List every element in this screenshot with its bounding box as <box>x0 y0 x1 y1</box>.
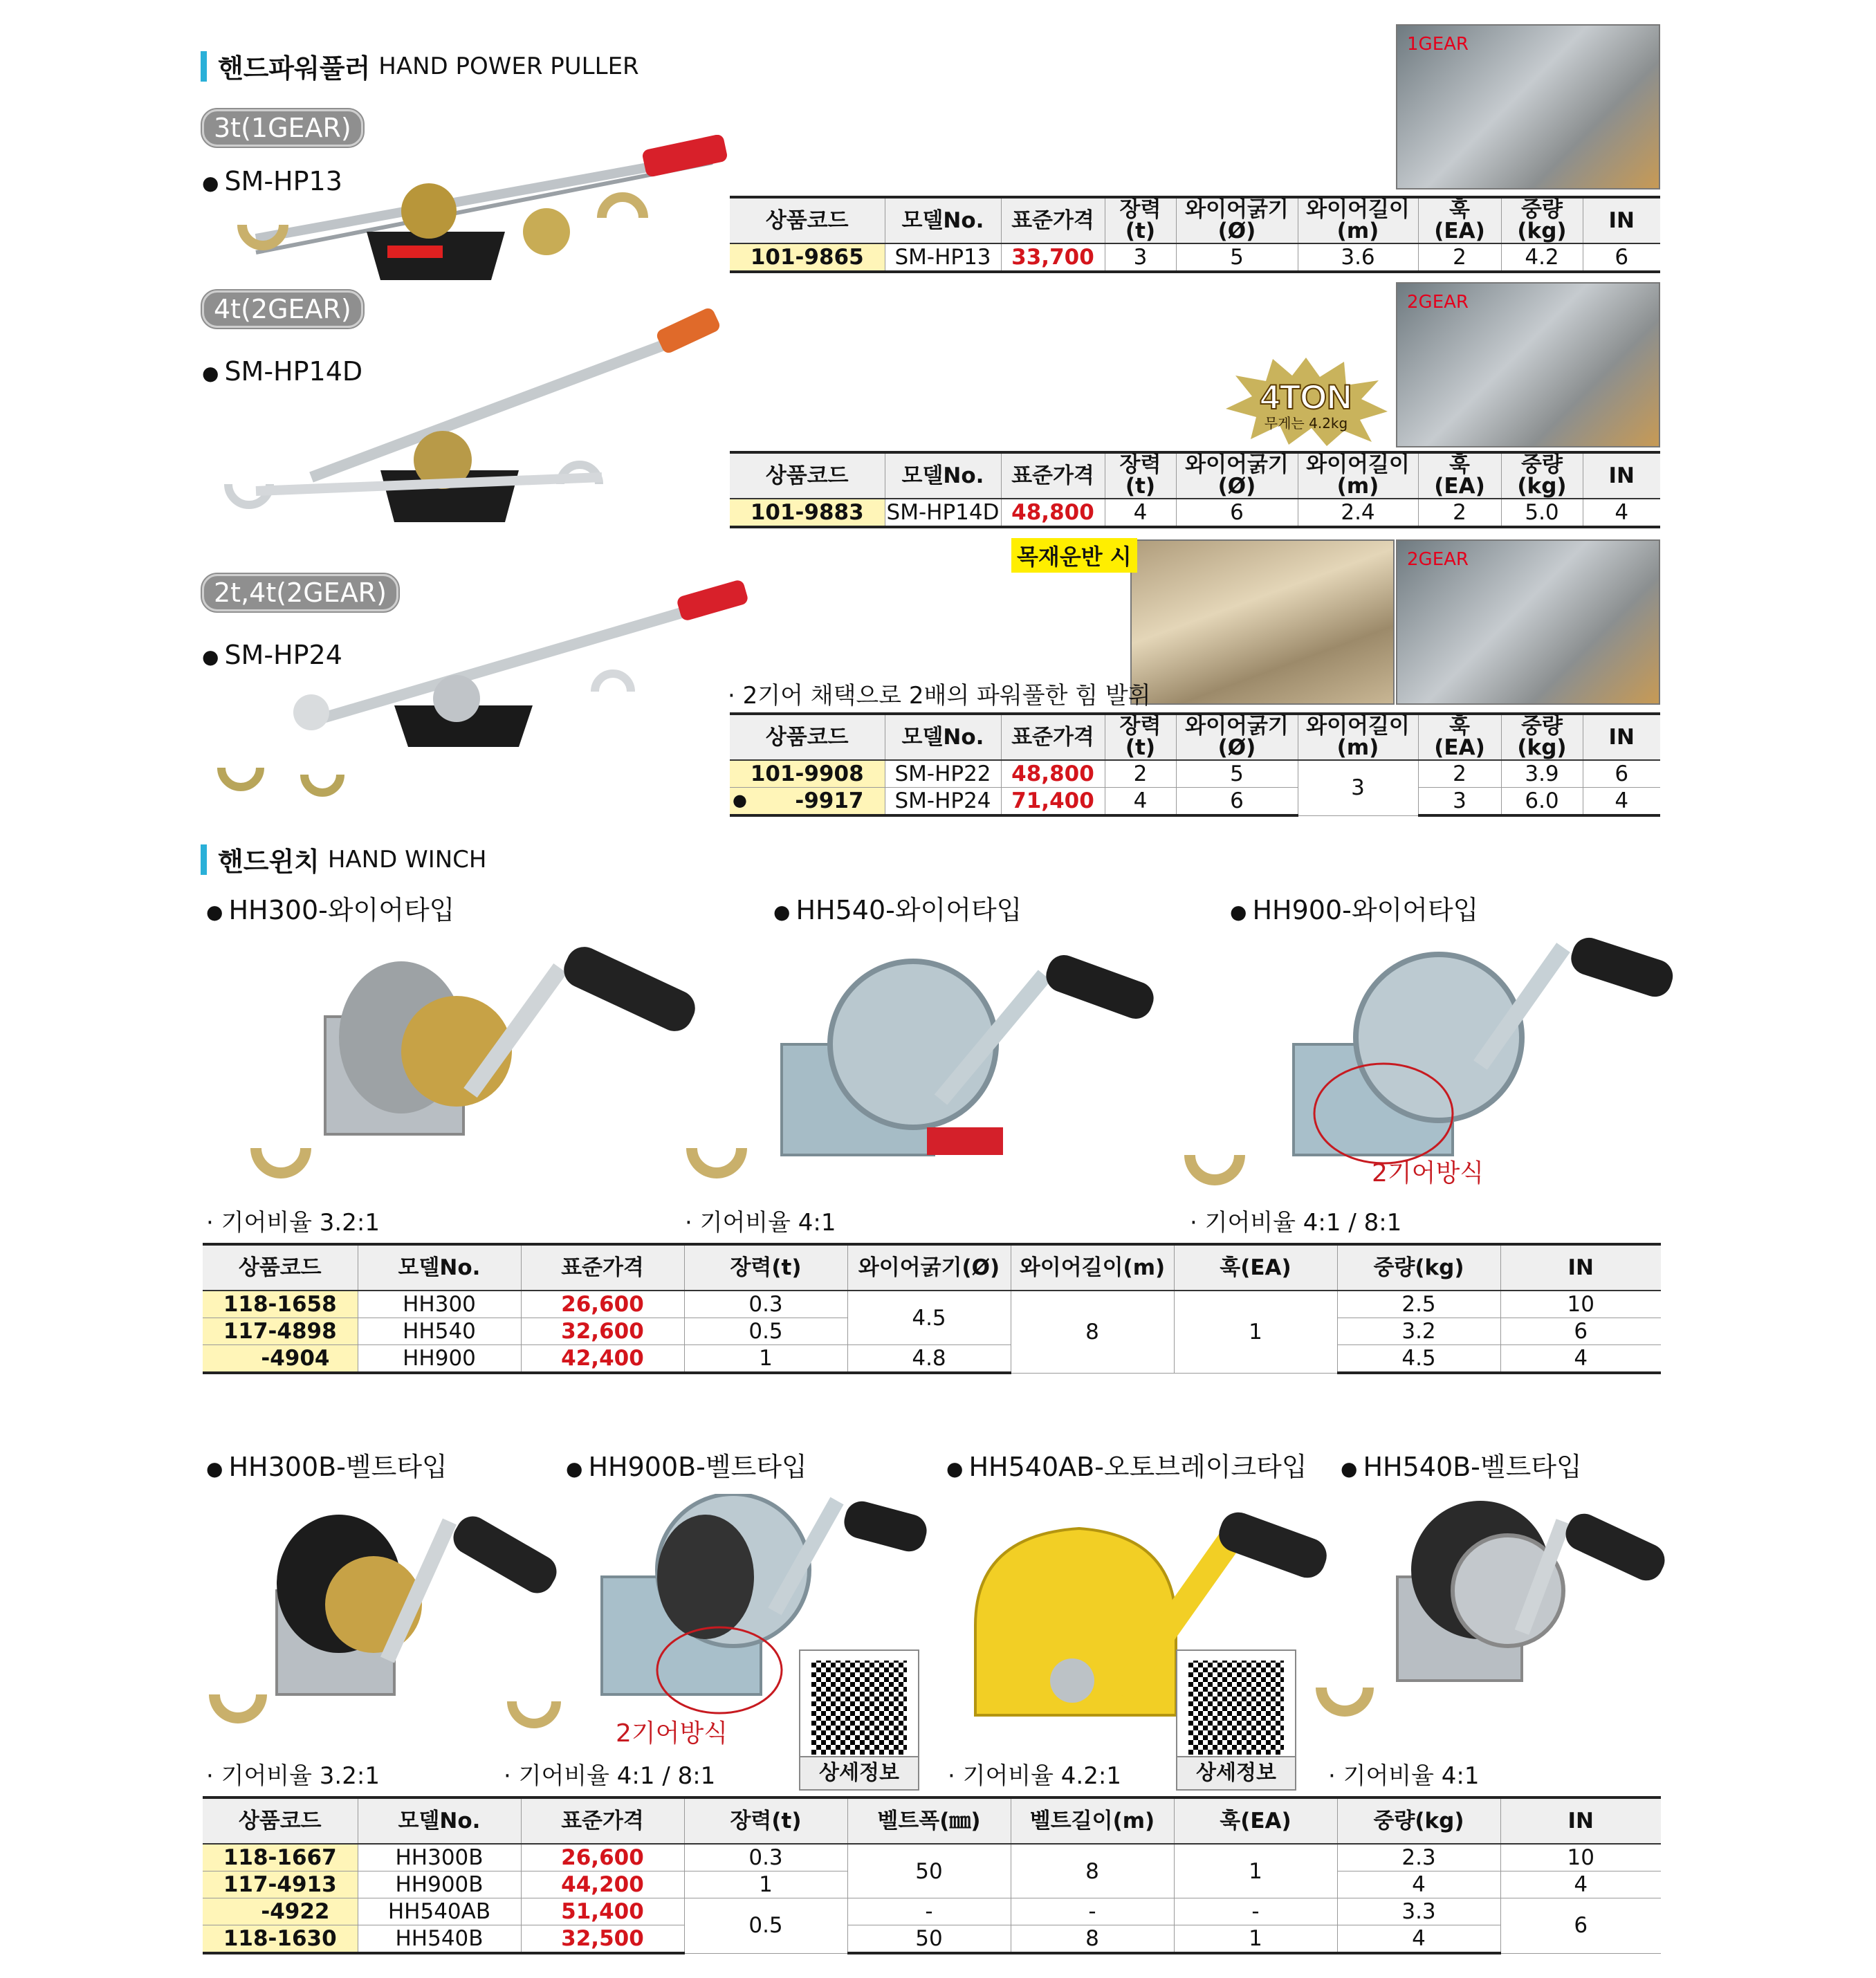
table-cell: 71,400 <box>1001 788 1105 816</box>
col-weight <box>1501 714 1583 760</box>
wood-transport-label: 목재운반 시 <box>1011 538 1137 573</box>
table-cell: 101-9865 <box>730 243 885 272</box>
header-text: (t) <box>1125 474 1156 499</box>
table-cell: 32,500 <box>521 1925 684 1954</box>
table-cell: 2 <box>1418 243 1501 272</box>
gear-ratio-note: · 기어비율 4:1 <box>685 1209 836 1237</box>
gear-ratio-note: · 기어비율 3.2:1 <box>206 1209 380 1237</box>
puller-section-title <box>201 47 639 85</box>
table-header-cell: 모델No. <box>358 1244 521 1291</box>
col-wire-d <box>1176 197 1298 243</box>
detail-info-link[interactable]: 상세정보 <box>800 1756 918 1789</box>
header-text: 중량 <box>1521 714 1563 739</box>
table-cell: 8 <box>1011 1291 1174 1373</box>
belt-winch-spec-table <box>203 1796 1661 1954</box>
gear-ratio-note: · 기어비율 4.2:1 <box>948 1762 1121 1790</box>
star-small-text: 무게는 4.2kg <box>1264 415 1348 432</box>
table-header-cell: 모델No. <box>358 1797 521 1844</box>
col-wire-len <box>1298 452 1418 499</box>
model-label: ● HH300-와이어타입 <box>206 889 454 927</box>
title-english: HAND POWER PULLER <box>378 52 639 80</box>
header-text: 와이어길이 <box>1306 197 1410 222</box>
col-model: 모델No. <box>885 714 1001 760</box>
table-cell: 48,800 <box>1001 499 1105 527</box>
col-hook <box>1418 197 1501 243</box>
4ton-starburst <box>1223 356 1389 446</box>
header-text: 훅 <box>1449 197 1470 222</box>
gear-photo-3 <box>1396 539 1660 705</box>
table-header-cell: 벨트폭(㎜) <box>847 1797 1011 1844</box>
model-label: ● HH540AB-오토브레이크타입 <box>946 1445 1307 1484</box>
table-header-cell: 와이어굵기(Ø) <box>847 1244 1011 1291</box>
header-text: (Ø) <box>1217 735 1256 760</box>
title-accent-bar <box>201 51 207 82</box>
table-cell: 5.0 <box>1501 499 1583 527</box>
spec-badge: 4t(2GEAR) <box>202 290 363 328</box>
table-cell: 2.4 <box>1298 499 1418 527</box>
col-hook <box>1418 452 1501 499</box>
header-text: 와이어길이 <box>1306 452 1410 477</box>
table-cell: 0.5 <box>684 1898 847 1954</box>
col-hook <box>1418 714 1501 760</box>
model-label: ● HH900-와이어타입 <box>1230 889 1478 927</box>
table-cell: 1 <box>684 1871 847 1898</box>
table-row <box>730 499 1660 527</box>
col-tension <box>1105 714 1176 760</box>
table-cell: 50 <box>847 1925 1011 1954</box>
product-image-hp24 <box>208 574 761 802</box>
table-cell: HH900B <box>358 1871 521 1898</box>
table-cell: 0.3 <box>684 1291 847 1318</box>
table-cell: -4904 <box>203 1345 358 1374</box>
table-cell: 118-1630 <box>203 1925 358 1954</box>
header-text: 와이어굵기 <box>1185 197 1289 222</box>
winch-section-title <box>201 840 486 878</box>
table-cell: 3.3 <box>1337 1898 1500 1925</box>
table-row <box>730 243 1660 272</box>
title-english: HAND WINCH <box>327 845 487 874</box>
qr-code-hh540ab[interactable] <box>1176 1649 1296 1791</box>
table-row <box>203 1291 1661 1318</box>
table-cell: 8 <box>1011 1925 1174 1954</box>
table-cell: 10 <box>1500 1844 1661 1871</box>
detail-info-link[interactable]: 상세정보 <box>1177 1756 1295 1789</box>
puller-spec-table-2 <box>730 451 1660 528</box>
table-cell: - <box>847 1898 1011 1925</box>
col-model: 모델No. <box>885 197 1001 243</box>
col-weight <box>1501 452 1583 499</box>
wood-transport-photo <box>1130 539 1395 705</box>
header-text: 중량 <box>1521 197 1563 222</box>
col-tension <box>1105 452 1176 499</box>
model-label: ● HH540-와이어타입 <box>773 889 1022 927</box>
col-price: 표준가격 <box>1001 714 1105 760</box>
table-header-cell: 와이어길이(m) <box>1011 1244 1174 1291</box>
table-cell: 50 <box>847 1844 1011 1898</box>
header-text: (kg) <box>1517 735 1567 760</box>
col-in: IN <box>1583 714 1660 760</box>
table-row <box>730 760 1660 788</box>
table-cell: 10 <box>1500 1291 1661 1318</box>
table-cell: 118-1658 <box>203 1291 358 1318</box>
table-header-cell: 상품코드 <box>203 1244 358 1291</box>
col-tension <box>1105 197 1176 243</box>
header-text: 와이어길이 <box>1306 714 1410 739</box>
table-cell: 101-9883 <box>730 499 885 527</box>
header-text: (t) <box>1125 735 1156 760</box>
table-cell: 4 <box>1583 788 1660 816</box>
header-text: (m) <box>1336 735 1379 760</box>
table-cell: 8 <box>1011 1844 1174 1898</box>
table-cell: SM-HP22 <box>885 760 1001 788</box>
table-cell: 26,600 <box>521 1844 684 1871</box>
header-text: (EA) <box>1434 474 1485 499</box>
col-wire-d <box>1176 714 1298 760</box>
table-cell: 2 <box>1418 499 1501 527</box>
title-accent-bar <box>201 844 207 875</box>
table-header-cell: 상품코드 <box>203 1797 358 1844</box>
table-cell: SM-HP13 <box>885 243 1001 272</box>
table-cell: HH300 <box>358 1291 521 1318</box>
table-row <box>203 1898 1661 1925</box>
table-cell: 1 <box>1174 1291 1337 1373</box>
table-cell: 5 <box>1176 243 1298 272</box>
spec-badge: 2t,4t(2GEAR) <box>202 574 398 611</box>
header-text: 훅 <box>1449 452 1470 477</box>
table-header-cell: 표준가격 <box>521 1797 684 1844</box>
header-text: (Ø) <box>1217 219 1256 243</box>
qr-code-hh900b[interactable] <box>799 1649 919 1791</box>
header-text: 장력 <box>1119 197 1161 222</box>
puller-spec-table-1 <box>730 196 1660 273</box>
table-row <box>203 1925 1661 1954</box>
table-cell: 32,600 <box>521 1318 684 1345</box>
header-text: (t) <box>1125 219 1156 243</box>
table-row <box>730 788 1660 816</box>
header-text: (EA) <box>1434 735 1485 760</box>
title-korean: 핸드파워풀러 <box>218 53 371 84</box>
table-header-cell: 장력(t) <box>684 1797 847 1844</box>
gear-ratio-note: · 기어비율 4:1 <box>1328 1762 1480 1790</box>
table-cell: 2 <box>1418 760 1501 788</box>
col-wire-len <box>1298 197 1418 243</box>
col-code: 상품코드 <box>730 714 885 760</box>
table-cell: HH540 <box>358 1318 521 1345</box>
gear-photo-2 <box>1396 282 1660 447</box>
feature-note: · 2기어 채택으로 2배의 파워풀한 힘 발휘 <box>728 682 1151 710</box>
table-cell: 117-4898 <box>203 1318 358 1345</box>
table-cell: 2.3 <box>1337 1844 1500 1871</box>
table-cell: 3.9 <box>1501 760 1583 788</box>
photo-label: 2GEAR <box>1407 292 1469 313</box>
winch-spec-table <box>203 1243 1661 1374</box>
table-cell: 48,800 <box>1001 760 1105 788</box>
table-cell: HH540AB <box>358 1898 521 1925</box>
header-text: (kg) <box>1517 474 1567 499</box>
table-header-cell: 훅(EA) <box>1174 1797 1337 1844</box>
gear-ratio-note: · 기어비율 4:1 / 8:1 <box>504 1762 716 1790</box>
header-text: (Ø) <box>1217 474 1256 499</box>
model-label: ● SM-HP24 <box>202 640 342 670</box>
model-label: ● HH540B-벨트타입 <box>1341 1445 1582 1484</box>
table-cell: 2 <box>1105 760 1176 788</box>
table-cell: 4.5 <box>847 1291 1011 1345</box>
title-korean: 핸드윈치 <box>218 847 320 877</box>
header-text: 훅 <box>1449 714 1470 739</box>
photo-label: 2GEAR <box>1407 549 1469 570</box>
puller-spec-table-3 <box>730 712 1660 817</box>
table-cell: 4 <box>1500 1345 1661 1374</box>
table-cell <box>730 788 885 816</box>
col-wire-d <box>1176 452 1298 499</box>
table-cell: SM-HP14D <box>885 499 1001 527</box>
col-code: 상품코드 <box>730 452 885 499</box>
col-price: 표준가격 <box>1001 197 1105 243</box>
header-text: (m) <box>1336 474 1379 499</box>
header-text: (kg) <box>1517 219 1567 243</box>
two-gear-label: 2기어방식 <box>616 1719 728 1748</box>
table-cell: 3 <box>1418 788 1501 816</box>
product-image-hh300 <box>228 941 726 1190</box>
table-cell: 1 <box>1174 1844 1337 1898</box>
table-header-cell: 벨트길이(m) <box>1011 1797 1174 1844</box>
table-header-cell: 중량(kg) <box>1337 1797 1500 1844</box>
photo-label: 1GEAR <box>1407 34 1469 55</box>
table-cell: 5 <box>1176 760 1298 788</box>
header-text: 와이어굵기 <box>1185 452 1289 477</box>
gear-ratio-note: · 기어비율 4:1 / 8:1 <box>1190 1209 1402 1237</box>
table-cell: 44,200 <box>521 1871 684 1898</box>
table-cell: 118-1667 <box>203 1844 358 1871</box>
table-cell: 6.0 <box>1501 788 1583 816</box>
header-text: 와이어굵기 <box>1185 714 1289 739</box>
table-cell: 42,400 <box>521 1345 684 1374</box>
table-header-cell: IN <box>1500 1244 1661 1291</box>
table-cell: 4.2 <box>1501 243 1583 272</box>
table-cell: 1 <box>1174 1925 1337 1954</box>
table-cell: HH540B <box>358 1925 521 1954</box>
table-cell: 6 <box>1176 499 1298 527</box>
table-cell: 4 <box>1500 1871 1661 1898</box>
col-price: 표준가격 <box>1001 452 1105 499</box>
table-row <box>203 1844 1661 1871</box>
table-cell: 4 <box>1337 1871 1500 1898</box>
cell-text: ● <box>733 791 747 810</box>
table-header-cell: 표준가격 <box>521 1244 684 1291</box>
table-cell: 3 <box>1298 760 1418 815</box>
table-cell: 6 <box>1500 1898 1661 1954</box>
table-cell: 26,600 <box>521 1291 684 1318</box>
table-cell: SM-HP24 <box>885 788 1001 816</box>
product-image-hp14d <box>214 304 740 533</box>
table-cell: 0.5 <box>684 1318 847 1345</box>
table-cell: 4 <box>1337 1925 1500 1954</box>
product-image-hh900 <box>1176 927 1688 1190</box>
model-label: ● SM-HP14D <box>202 356 362 387</box>
table-cell: 4 <box>1105 499 1176 527</box>
col-in: IN <box>1583 197 1660 243</box>
col-in: IN <box>1583 452 1660 499</box>
gear-photo-1 <box>1396 24 1660 190</box>
header-text: 장력 <box>1119 452 1161 477</box>
table-cell: 1 <box>684 1345 847 1374</box>
star-big-text: 4TON <box>1260 378 1352 416</box>
table-header-cell: 훅(EA) <box>1174 1244 1337 1291</box>
table-cell: 3.2 <box>1337 1318 1500 1345</box>
qr-code-image <box>811 1661 907 1755</box>
header-text: (m) <box>1336 219 1379 243</box>
spec-badge: 3t(1GEAR) <box>202 109 363 147</box>
product-image-hh540b <box>1314 1501 1674 1722</box>
table-cell: - <box>1011 1898 1174 1925</box>
table-cell: - <box>1174 1898 1337 1925</box>
table-header-cell: IN <box>1500 1797 1661 1844</box>
table-header-cell: 중량(kg) <box>1337 1244 1500 1291</box>
cell-text: -9917 <box>795 788 864 813</box>
header-text: (EA) <box>1434 219 1485 243</box>
product-image-hp13 <box>214 135 740 284</box>
table-row <box>203 1345 1661 1374</box>
table-cell: HH900 <box>358 1345 521 1374</box>
table-cell: 2.5 <box>1337 1291 1500 1318</box>
product-image-hh540 <box>678 941 1176 1190</box>
two-gear-label: 2기어방식 <box>1372 1159 1484 1187</box>
col-code: 상품코드 <box>730 197 885 243</box>
model-label: ● HH300B-벨트타입 <box>206 1445 448 1484</box>
table-cell: 4 <box>1105 788 1176 816</box>
table-cell: 3 <box>1105 243 1176 272</box>
header-text: 중량 <box>1521 452 1563 477</box>
qr-code-image <box>1188 1661 1284 1755</box>
model-label: ● HH900B-벨트타입 <box>566 1445 807 1484</box>
table-header-cell: 장력(t) <box>684 1244 847 1291</box>
table-cell: 6 <box>1176 788 1298 816</box>
gear-ratio-note: · 기어비율 3.2:1 <box>206 1762 380 1790</box>
table-cell: 4 <box>1583 499 1660 527</box>
table-cell: -4922 <box>203 1898 358 1925</box>
table-cell: 33,700 <box>1001 243 1105 272</box>
header-text: 장력 <box>1119 714 1161 739</box>
table-cell: 51,400 <box>521 1898 684 1925</box>
col-model: 모델No. <box>885 452 1001 499</box>
table-cell: 6 <box>1583 760 1660 788</box>
table-cell: 6 <box>1500 1318 1661 1345</box>
col-wire-len <box>1298 714 1418 760</box>
table-cell: 6 <box>1583 243 1660 272</box>
table-cell: 0.3 <box>684 1844 847 1871</box>
table-cell: 117-4913 <box>203 1871 358 1898</box>
table-cell: 3.6 <box>1298 243 1418 272</box>
model-label: ● SM-HP13 <box>202 166 342 196</box>
table-cell: 101-9908 <box>730 760 885 788</box>
table-cell: 4.5 <box>1337 1345 1500 1374</box>
table-cell: 4.8 <box>847 1345 1011 1374</box>
col-weight <box>1501 197 1583 243</box>
table-cell: HH300B <box>358 1844 521 1871</box>
